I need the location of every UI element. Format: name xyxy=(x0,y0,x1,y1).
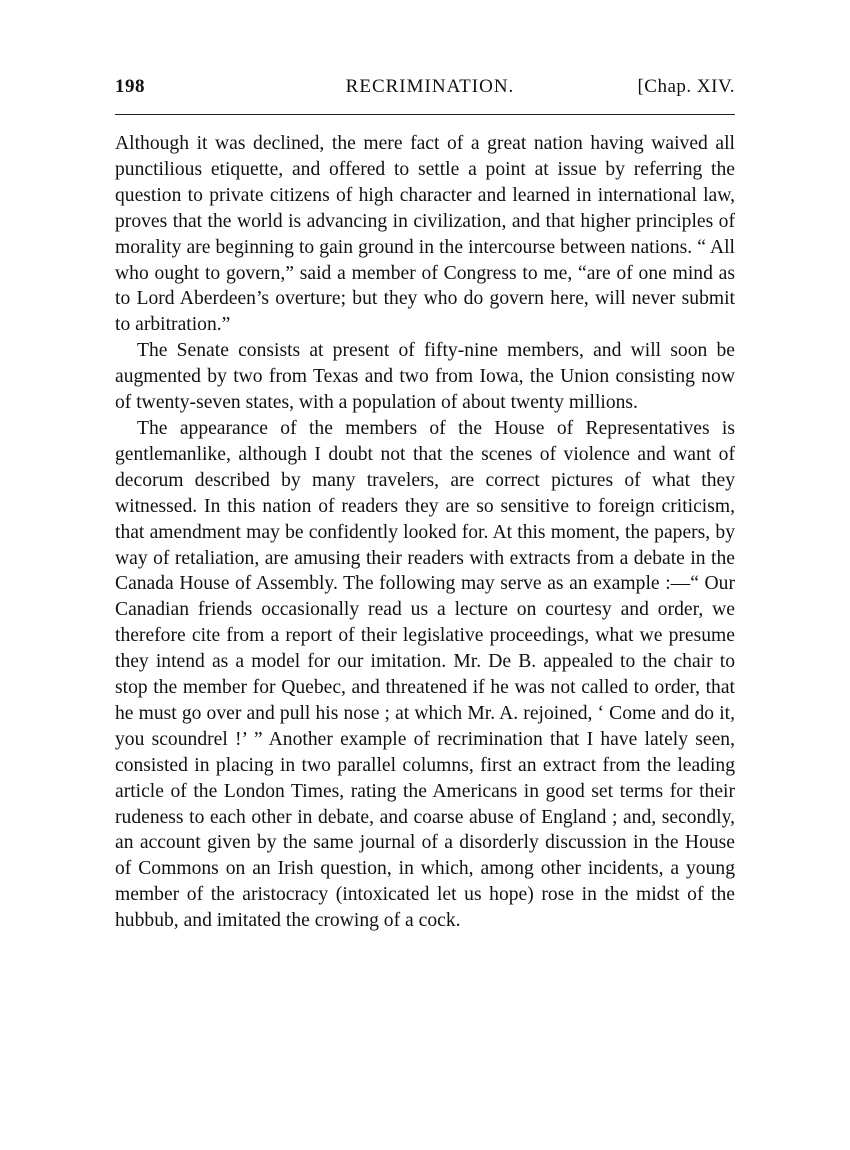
chapter-marker: [Chap. XIV. xyxy=(637,76,735,97)
page-number: 198 xyxy=(115,76,145,97)
running-title: RECRIMINATION. xyxy=(345,76,515,97)
page-body xyxy=(115,131,735,934)
paragraph-senate: The Senate consists at present of fifty-nine members, and will soon be augmented by two from Texas and two from Iowa, the Union consisting now of twenty-seven states, with a population of about twenty millions. xyxy=(115,340,735,414)
book-page xyxy=(115,72,735,934)
paragraph-house-of-representatives: The appearance of the members of the House of Representatives is gentlemanlike, although I doubt not that the scenes of violence and want of decorum described by many travelers, are correct pictures of what they witnessed. In this nation of readers they are so sensitive to foreign criticism, that amendment may be confidently looked for. At this moment, the papers, by way of retaliation, are amusing their readers with extracts from a debate in the Canada House of Assembly. The following may serve as an example :—“ Our Canadian friends occasionally read us a lecture on courtesy and order, we therefore cite from a report of their legislative proceedings, what we presume they intend as a model for our imitation. Mr. De B. appealed to the chair to stop the member for Quebec, and threatened if he was not called to order, that he must go over and pull his nose ; at which Mr. A. rejoined, ‘ Come and do it, you scoundrel !’ ” Another example of recrimination that I have lately seen, consisted in placing in two parallel columns, first an extract from the leading article of the London Times, rating the Americans in good set terms for their rudeness to each other in debate, and coarse abuse of England ; and, secondly, an account given by the same journal of a disorderly discussion in the House of Commons on an Irish question, in which, among other incidents, a young member of the aristocracy (intoxicated let us hope) rose in the midst of the hubbub, and imitated the crowing of a cock. xyxy=(115,417,735,932)
header-rule xyxy=(115,114,735,115)
running-head xyxy=(115,72,735,102)
paragraph-arbitration: Although it was declined, the mere fact of a great nation having waived all punctilious etiquette, and offered to settle a point at issue by referring the question to private citizens of high character and learned in international law, proves that the world is advancing in civilization, and that higher principles of morality are beginning to gain ground in the intercourse between nations. “ All who ought to govern,” said a member of Congress to me, “are of one mind as to Lord Aberdeen’s overture; but they who do govern here, will never submit to arbitration.” xyxy=(115,133,735,336)
